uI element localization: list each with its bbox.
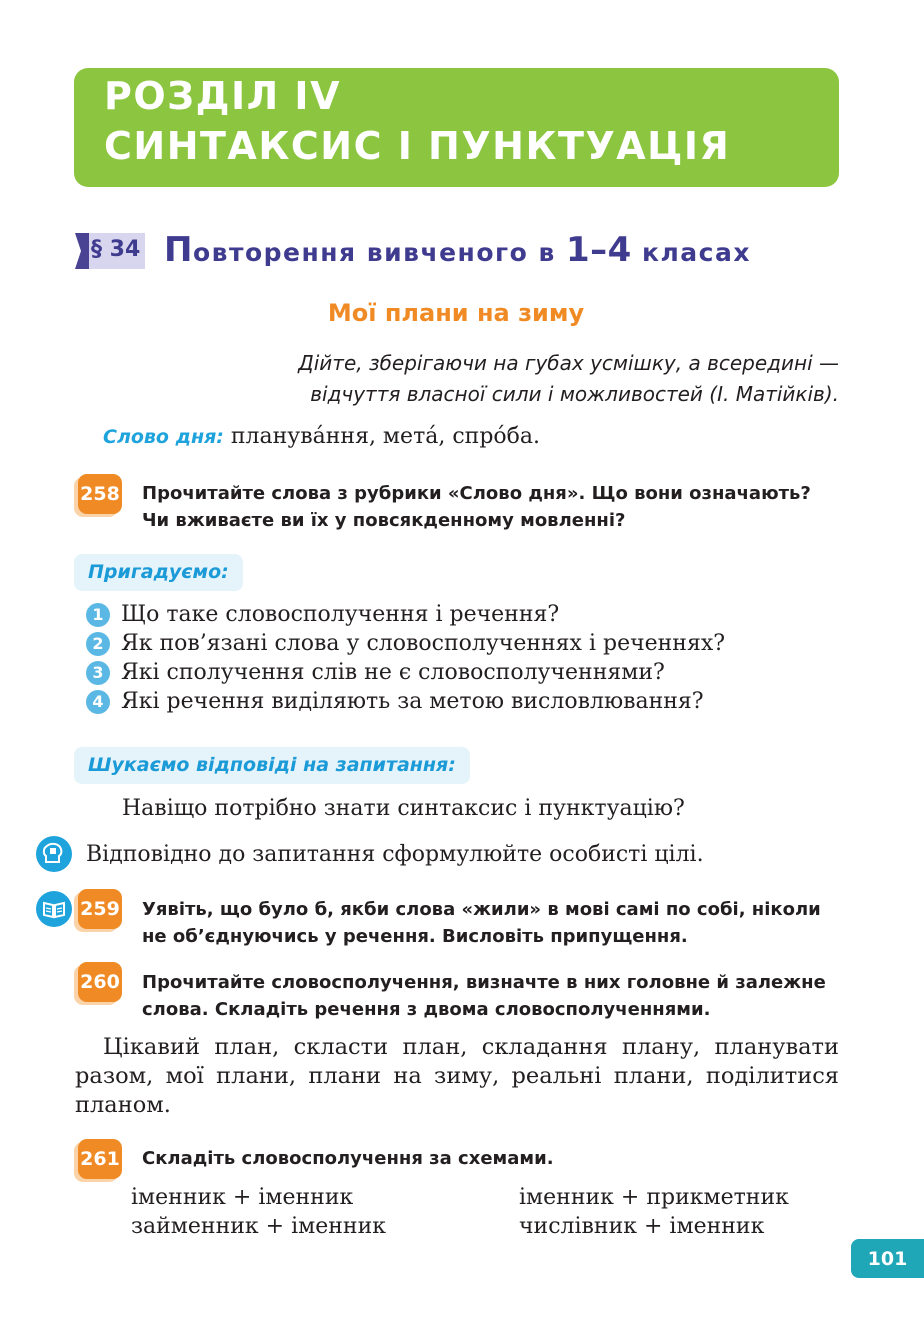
task-259-line-2: не об’єднуючись у речення. Висловіть припущення.	[142, 926, 688, 947]
schema-item: займенник + іменник	[131, 1214, 386, 1239]
epigraph	[298, 348, 839, 410]
task-261-badge: 261	[78, 1139, 122, 1179]
question-text: Які сполучення слів не є словосполученнями?	[121, 660, 665, 685]
section-title-rest: овторення вивченого в	[192, 238, 566, 267]
exercise-260-text: Цікавий план, скласти план, складання плану, планувати разом, мої плани, плани на зиму, реальні плани, поділитися планом.	[75, 1034, 839, 1118]
task-260-badge: 260	[78, 962, 122, 1002]
schema-item: іменник + прикметник	[519, 1185, 789, 1210]
chapter-title: СИНТАКСИС І ПУНКТУАЦІЯ	[104, 124, 731, 168]
recall-question	[86, 600, 559, 629]
task-258-line-2: Чи вживаєте ви їх у повсякденному мовленні?	[142, 510, 626, 531]
puzzle-head-icon	[36, 836, 72, 872]
chapter-banner	[74, 68, 839, 187]
task-258-text	[142, 480, 842, 534]
section-marker	[75, 233, 147, 273]
question-number-badge: 2	[86, 632, 110, 656]
schema-item: числівник + іменник	[519, 1214, 765, 1239]
task-260-line-2: слова. Складіть речення з двома словосполученнями.	[142, 999, 711, 1020]
question-text: Які речення виділяють за метою висловлювання?	[121, 689, 704, 714]
open-book-icon	[36, 891, 72, 927]
recall-question	[86, 629, 725, 658]
task-260-line-1: Прочитайте словосполучення, визначте в них головне й залежне	[142, 972, 826, 993]
section-title-end: класах	[631, 238, 751, 267]
chapter-number: РОЗДІЛ IV	[104, 74, 341, 118]
word-of-day-label: Слово дня:	[103, 426, 224, 448]
question-number-badge: 3	[86, 661, 110, 685]
task-260-text	[142, 969, 842, 1023]
section-title-initial: П	[164, 230, 193, 270]
task-258-badge: 258	[78, 474, 122, 514]
schema-column-left	[131, 1183, 386, 1241]
task-259-line-1: Уявіть, що було б, якби слова «жили» в мові самі по собі, ніколи	[142, 899, 821, 920]
search-question: Навіщо потрібно знати синтаксис і пунктуацію?	[122, 796, 685, 821]
schema-column-right	[519, 1183, 789, 1241]
epigraph-line-2: відчуття власної сили і можливостей (І. Матійків).	[310, 382, 839, 406]
question-number-badge: 4	[86, 690, 110, 714]
search-label: Шукаємо відповіді на запитання:	[74, 747, 470, 784]
section-title	[164, 230, 751, 270]
page-number: 101	[851, 1239, 924, 1278]
goals-text: Відповідно до запитання сформулюйте особисті цілі.	[86, 842, 704, 867]
topic-title: Мої плани на зиму	[327, 299, 585, 327]
word-of-day	[103, 424, 540, 449]
question-text: Як пов’язані слова у словосполученнях і реченнях?	[121, 631, 726, 656]
section-number: § 34	[91, 237, 141, 262]
word-of-day-words: планува́ння, мета́, спро́ба.	[230, 424, 541, 449]
task-261-text: Складіть словосполучення за схемами.	[142, 1148, 554, 1169]
epigraph-line-1: Дійте, зберігаючи на губах усмішку, а всередині —	[298, 351, 839, 375]
task-259-badge: 259	[78, 889, 122, 929]
recall-question	[86, 658, 665, 687]
question-number-badge: 1	[86, 603, 110, 627]
recall-question	[86, 687, 704, 716]
task-259-text	[142, 896, 842, 950]
question-text: Що таке словосполучення і речення?	[121, 602, 560, 627]
schema-item: іменник + іменник	[131, 1185, 354, 1210]
section-title-num: 1–4	[565, 230, 632, 270]
task-258-line-1: Прочитайте слова з рубрики «Слово дня». Що вони означають?	[142, 483, 811, 504]
recall-label: Пригадуємо:	[74, 554, 243, 591]
